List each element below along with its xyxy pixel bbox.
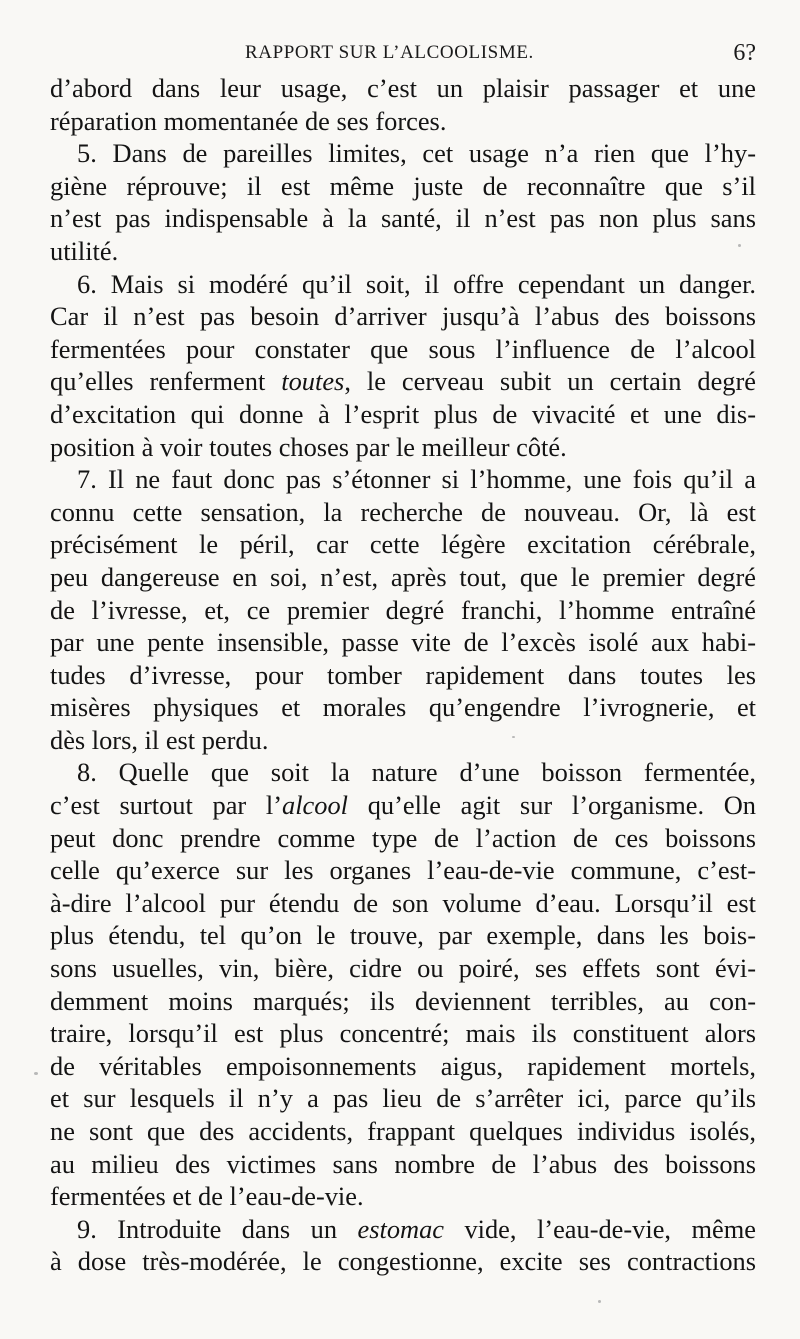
text-run: tudes d’ivresse, pour tomber rapidement dans toutes les <box>50 659 756 690</box>
text-run: d’excitation qui donne à l’esprit plus de vivacité et une dis- <box>50 398 756 429</box>
text-run: peut donc prendre comme type de l’action de ces boissons <box>50 822 756 853</box>
paper-speck <box>598 1300 601 1303</box>
text-line <box>50 300 756 333</box>
text-line <box>50 1148 756 1181</box>
text-line <box>50 691 756 724</box>
text-line <box>50 496 756 529</box>
text-line <box>50 1213 756 1246</box>
text-line <box>50 1050 756 1083</box>
text-run: 6. Mais si modéré qu’il soit, il offre cependant un danger. <box>77 268 756 299</box>
text-run: position à voir toutes choses par le meilleur côté. <box>50 431 567 462</box>
text-run: misères physiques et morales qu’engendre l’ivrognerie, et <box>50 692 756 723</box>
page-number: 6? <box>733 40 756 66</box>
text-run: qu’elles renferment <box>50 366 282 397</box>
text-line <box>50 463 756 496</box>
text-run: peu dangereuse en soi, n’est, après tout, que le premier degré <box>50 561 756 592</box>
text-run: réparation momentanée de ses forces. <box>50 105 447 136</box>
text-run: traire, lorsqu’il est plus concentré; mais ils constituent alors <box>50 1018 756 1049</box>
text-line <box>50 1082 756 1115</box>
text-line <box>50 854 756 887</box>
text-line <box>50 137 756 170</box>
text-run: de véritables empoisonnements aigus, rapidement mortels, <box>50 1050 756 1081</box>
text-line <box>50 72 756 105</box>
text-line <box>50 952 756 985</box>
text-run: au milieu des victimes sans nombre de l’abus des boissons <box>50 1148 756 1179</box>
text-line <box>50 528 756 561</box>
text-line <box>50 659 756 692</box>
text-run: n’est pas indispensable à la santé, il n’est pas non plus sans <box>50 203 756 234</box>
text-run: à-dire l’alcool pur étendu de son volume d’eau. Lorsqu’il est <box>50 887 756 918</box>
text-line <box>50 919 756 952</box>
text-run: par une pente insensible, passe vite de l’excès isolé aux habi- <box>50 627 756 658</box>
text-run: celle qu’exerce sur les organes l’eau-de-vie commune, c’est- <box>50 855 756 886</box>
text-line <box>50 789 756 822</box>
text-run: qu’elle agit sur l’organisme. On <box>348 790 756 821</box>
text-run: , le cerveau subit un certain degré <box>344 366 756 397</box>
paper-speck <box>738 244 741 247</box>
running-title: RAPPORT SUR L’ALCOOLISME. <box>245 42 534 63</box>
text-line <box>50 268 756 301</box>
text-line <box>50 1180 756 1213</box>
text-line <box>50 1245 756 1278</box>
text-line <box>50 202 756 235</box>
text-line <box>50 105 756 138</box>
text-run: d’abord dans leur usage, c’est un plaisir passager et une <box>50 73 756 103</box>
text-line <box>50 333 756 366</box>
text-line <box>50 365 756 398</box>
text-run: précisément le péril, car cette légère excitation cérébrale, <box>50 529 756 560</box>
text-line <box>50 626 756 659</box>
text-run: et sur lesquels il n’y a pas lieu de s’arrêter ici, parce qu’ils <box>50 1083 756 1114</box>
text-line <box>50 887 756 920</box>
text-run: dès lors, il est perdu. <box>50 724 269 755</box>
page-header <box>50 42 760 72</box>
text-run: utilité. <box>50 235 119 266</box>
text-line <box>50 1017 756 1050</box>
paper-speck <box>512 736 515 738</box>
text-line <box>50 594 756 627</box>
text-run: connu cette sensation, la recherche de nouveau. Or, là est <box>50 496 756 527</box>
text-run: plus étendu, tel qu’on le trouve, par exemple, dans les bois- <box>50 920 756 951</box>
text-run: à dose très-modérée, le congestionne, excite ses contractions <box>50 1246 756 1277</box>
text-run: de l’ivresse, et, ce premier degré franchi, l’homme entraîné <box>50 594 756 625</box>
text-run: fermentées et de l’eau-de-vie. <box>50 1181 364 1212</box>
text-run: giène réprouve; il est même juste de reconnaître que s’il <box>50 170 756 201</box>
text-run: 5. Dans de pareilles limites, cet usage n’a rien que l’hy- <box>77 138 756 169</box>
text-run: vide, l’eau-de-vie, même <box>443 1213 756 1244</box>
text-run: fermentées pour constater que sous l’influence de l’alcool <box>50 333 756 364</box>
text-run: 9. Introduite dans un <box>77 1213 358 1244</box>
paper-speck <box>34 1072 38 1075</box>
text-run: Car il n’est pas besoin d’arriver jusqu’à l’abus des boissons <box>50 301 756 332</box>
text-run: demment moins marqués; ils deviennent terribles, au con- <box>50 985 756 1016</box>
text-run: sons usuelles, vin, bière, cidre ou poiré, ses effets sont évi- <box>50 953 756 984</box>
text-line <box>50 724 756 757</box>
text-line <box>50 431 756 464</box>
italic-word: estomac <box>357 1213 444 1244</box>
text-line <box>50 398 756 431</box>
italic-word: toutes <box>281 366 345 397</box>
text-line <box>50 1115 756 1148</box>
text-run: 8. Quelle que soit la nature d’une boisson fermentée, <box>77 757 756 788</box>
text-line <box>50 985 756 1018</box>
text-run: ne sont que des accidents, frappant quelques individus isolés, <box>50 1116 756 1146</box>
body-text <box>50 72 756 1278</box>
text-line <box>50 235 756 268</box>
text-run: 7. Il ne faut donc pas s’étonner si l’homme, une fois qu’il a <box>77 464 756 495</box>
text-line <box>50 170 756 203</box>
text-line <box>50 756 756 789</box>
text-line <box>50 822 756 855</box>
text-line <box>50 561 756 594</box>
text-run: c’est surtout par l’ <box>50 790 283 821</box>
italic-word: alcool <box>282 790 348 821</box>
